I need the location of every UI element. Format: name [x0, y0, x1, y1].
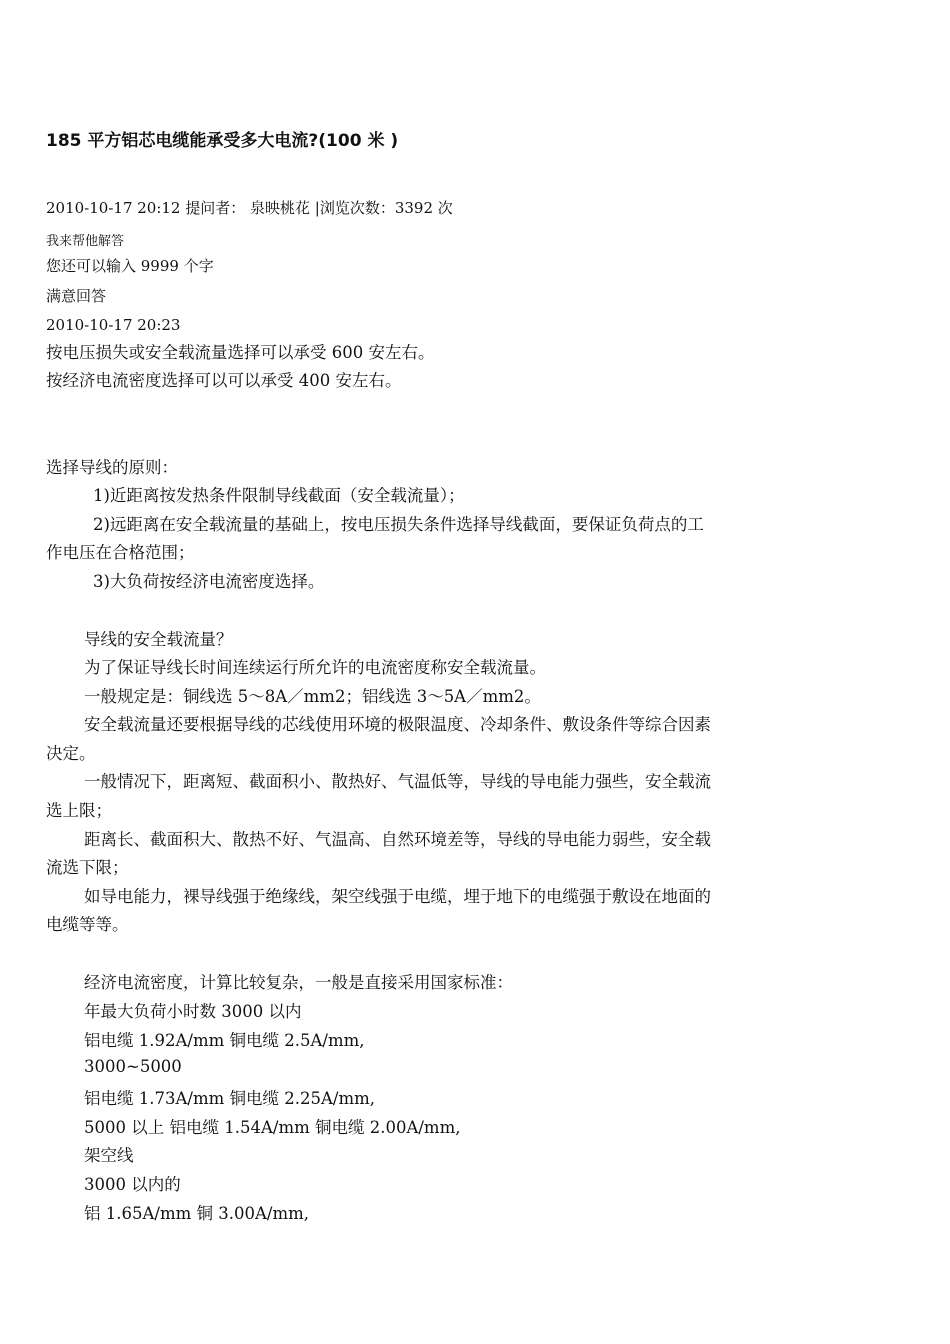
- input-remaining-hint: 您还可以输入 9999 个字: [46, 257, 214, 275]
- body-line: 一般规定是：铜线选 5～8A／mm2；铝线选 3～5A／mm2。: [84, 687, 541, 706]
- body-line: 3)大负荷按经济电流密度选择。: [93, 572, 325, 591]
- body-line: 铝电缆 1.73A/mm 铜电缆 2.25A/mm,: [84, 1089, 375, 1108]
- body-line: 铝电缆 1.92A/mm 铜电缆 2.5A/mm,: [84, 1031, 365, 1050]
- body-line: 3000 以内的: [84, 1175, 181, 1194]
- body-line: 2)远距离在安全载流量的基础上，按电压损失条件选择导线截面，要保证负荷点的工: [93, 515, 704, 534]
- body-line: 经济电流密度，计算比较复杂，一般是直接采用国家标准：: [84, 973, 513, 992]
- body-line: 决定。: [46, 744, 96, 763]
- body-line: 选择导线的原则：: [46, 458, 178, 477]
- page-title: 185 平方铝芯电缆能承受多大电流?(100 米 ): [46, 131, 399, 151]
- body-line: 如导电能力，裸导线强于绝缘线，架空线强于电缆，埋于地下的电缆强于敷设在地面的: [84, 887, 711, 906]
- body-line: 架空线: [84, 1146, 134, 1165]
- body-line: 流选下限；: [46, 858, 129, 877]
- body-line: 电缆等等。: [46, 915, 129, 934]
- body-line: 铝 1.65A/mm 铜 3.00A/mm,: [84, 1204, 309, 1223]
- answer-time: 2010-10-17 20:23: [46, 316, 181, 334]
- body-line: 距离长、截面积大、散热不好、气温高、自然环境差等，导线的导电能力弱些，安全载: [84, 830, 711, 849]
- question-meta: 2010-10-17 20:12 提问者： 泉映桃花 |浏览次数：3392 次: [46, 199, 453, 217]
- body-line: 按电压损失或安全载流量选择可以承受 600 安左右。: [46, 343, 435, 362]
- body-line: 1)近距离按发热条件限制导线截面（安全载流量）；: [93, 486, 465, 505]
- body-line: 一般情况下，距离短、截面积小、散热好、气温低等，导线的导电能力强些，安全载流: [84, 772, 711, 791]
- satisfied-answer-label: 满意回答: [46, 287, 107, 305]
- body-line: 年最大负荷小时数 3000 以内: [84, 1002, 302, 1021]
- body-line: 3000~5000: [84, 1057, 182, 1076]
- body-line: 安全载流量还要根据导线的芯线使用环境的极限温度、冷却条件、敷设条件等综合因素: [84, 715, 711, 734]
- body-line: 5000 以上 铝电缆 1.54A/mm 铜电缆 2.00A/mm,: [84, 1118, 461, 1137]
- body-line: 作电压在合格范围；: [46, 543, 195, 562]
- body-line: 选上限；: [46, 801, 112, 820]
- help-answer-link[interactable]: 我来帮他解答: [46, 234, 125, 249]
- body-line: 为了保证导线长时间连续运行所允许的电流密度称安全载流量。: [84, 658, 546, 677]
- body-line: 按经济电流密度选择可以可以承受 400 安左右。: [46, 371, 402, 390]
- body-line: 导线的安全载流量？: [84, 630, 233, 649]
